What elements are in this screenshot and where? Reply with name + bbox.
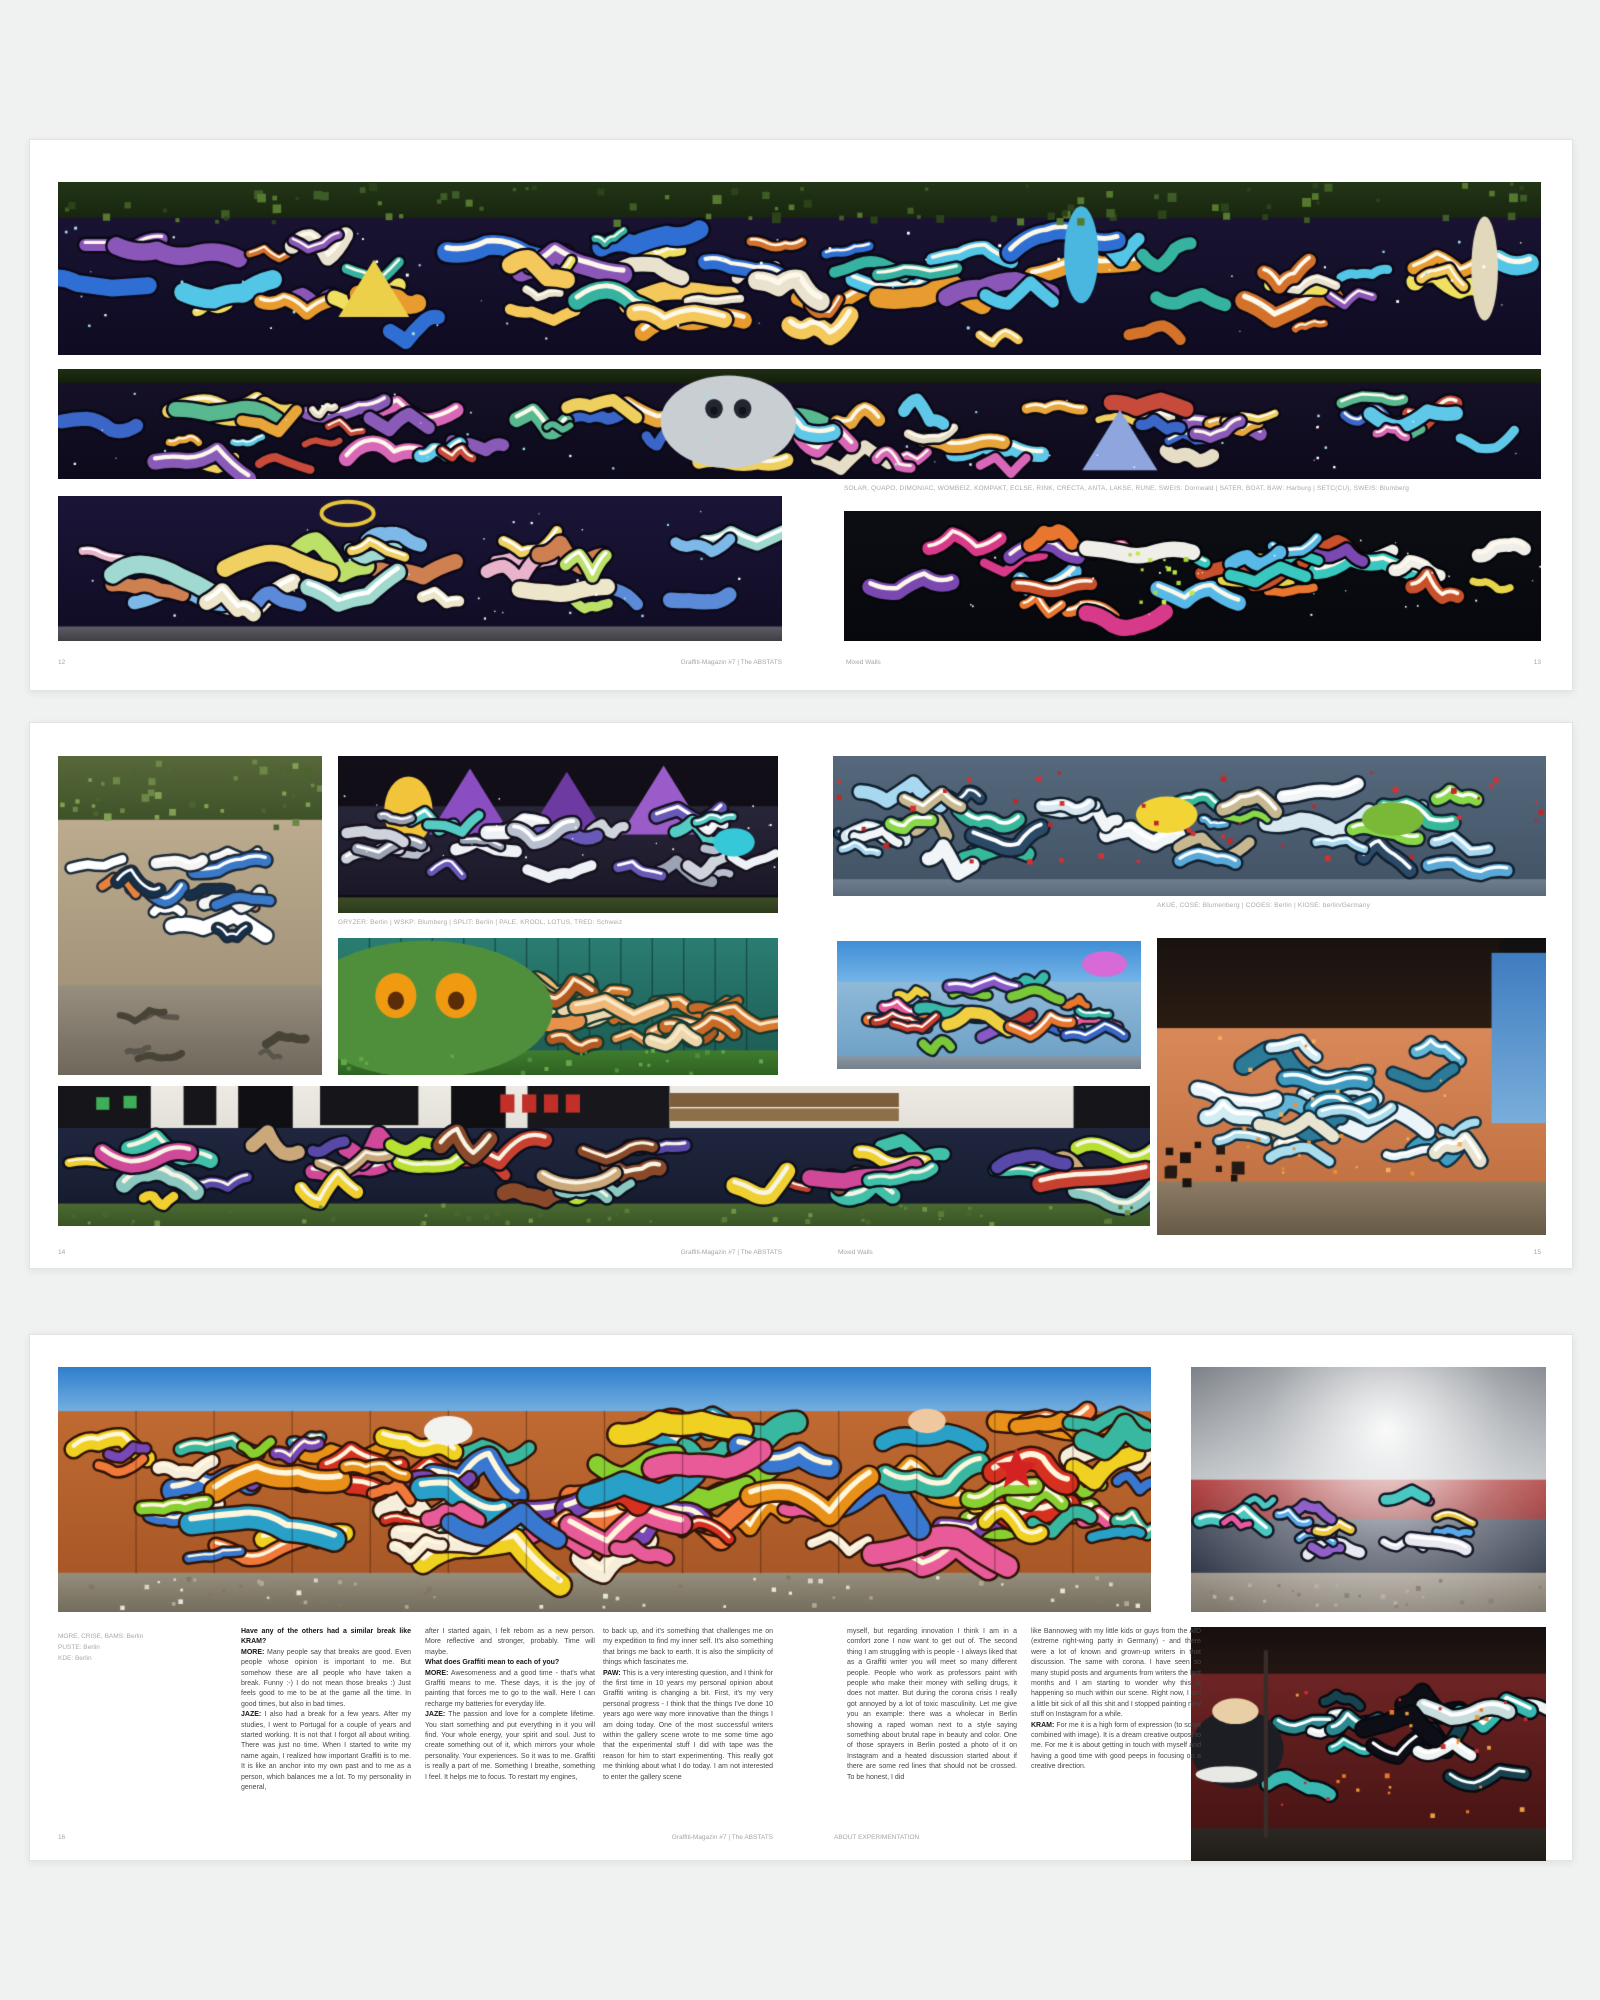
interview-column-2 [425, 1627, 595, 1819]
footer-section-label: Mixed Walls [838, 1249, 873, 1256]
photo-sky-blue-piece [837, 941, 1141, 1069]
photo-kde-dark-wall [1191, 1627, 1546, 1861]
photo-orange-pylon-mural [1157, 938, 1546, 1235]
photo-sunset-wall [1191, 1367, 1546, 1612]
panorama-caption-block [58, 1631, 228, 1664]
page-number-right: 13 [1533, 659, 1541, 666]
interview-paragraph: What does Graffiti mean to each of you? [425, 1659, 560, 1667]
page-spread-2 [29, 722, 1573, 1269]
photo-crae-night-wall [844, 511, 1541, 641]
caption-line: MORE, CRISE, BAMS: Berlin [58, 1633, 144, 1640]
photo-ditch-wildstyle [58, 756, 322, 1075]
page-number-left: 16 [58, 1834, 66, 1841]
footer-section-label: Mixed Walls [846, 659, 881, 666]
interview-paragraph: KRAM: For me it is a high form of expression (to script combined with image). It is a dream creative outpost to me. For me it is about getting in touch with myself and having a good time with good peeps in focusing on a creative direction. [1031, 1721, 1201, 1771]
interview-paragraph: MORE: Awesomeness and a good time - that's what Graffiti means to me. These days, it is the joy of painting that forces me to go to the wall. Here I can recharge my batteries for everyday life. [425, 1669, 595, 1708]
interview-paragraph: like Bannoweg with my little kids or guys from the AfD (extreme right-wing party in Germany) - and there were a lot of known and grown-up writers in that discussion. The same with corona. I have seen so many stupid posts and arguments from writers the last months and I am starting to wonder why this is happening so much within our scene. Right now, I am a little bit sick of all this shit and I stopped painting new stuff on Instagram for a while. [1031, 1628, 1201, 1719]
photo-caption-right: AKUE, COSE: Blumenberg | COGES: Berlin | KIOSE: berlin/Germany [1157, 902, 1371, 909]
page-number-left: 12 [58, 659, 66, 666]
footer-magazine-title: Graffiti-Magazin #7 | The ABSTATS [680, 1249, 782, 1256]
caption-line: KDE: Berlin [58, 1655, 92, 1662]
photo-blue-wall-wide [833, 756, 1546, 896]
footer-magazine-title: Graffiti-Magazin #7 | The ABSTATS [680, 659, 782, 666]
photo-wall-strip-top [58, 182, 1541, 355]
photo-train-chrome-piece [338, 756, 778, 913]
footer-magazine-title: Graffiti-Magazin #7 | The ABSTATS [671, 1834, 773, 1841]
photo-dafo-beaz-eiva [58, 496, 782, 641]
interview-column-5 [1031, 1627, 1201, 1819]
caption-line: PUSTE: Berlin [58, 1644, 100, 1651]
interview-column-3 [603, 1627, 773, 1819]
photo-wall-strip-second [58, 369, 1541, 479]
photo-goblin-character [338, 938, 778, 1075]
page-number-left: 14 [58, 1249, 66, 1256]
interview-paragraph: to back up, and it's something that challenges me on my expedition to find my inner self. It's also something that brings me back to earth. It is also the simplicity of things which fascinates me. [603, 1628, 773, 1667]
interview-paragraph: JAZE: I also had a break for a few years. After my studies, I went to Portugal for a couple of years and started working. It is not that I forgot all about writing. There was just no time. When I started to write my name again, I realized how important Graffiti is to me. It is like an anchor into my own past and to me as a person, which balances me a lot. To my personality in general, [241, 1711, 411, 1792]
interview-paragraph: after I started again, I felt reborn as a new person. More reflective and stronger, probably. Time will maybe. [425, 1628, 595, 1656]
photo-hate-wall-wide [58, 1086, 1150, 1226]
interview-paragraph: Have any of the others had a similar break like KRAM? [241, 1628, 411, 1646]
photo-hall-of-fame-panorama [58, 1367, 1151, 1612]
page-spread-3 [29, 1334, 1573, 1861]
interview-paragraph: MORE: Many people say that breaks are good. Even people whose opinion is important to me. But somehow these are all people who have taken a break. Funny :-) I do not mean those breaks :) Just feels good to me to be at the game all the time. In good times, but also in bad times. [241, 1648, 411, 1708]
footer-section-label: ABOUT EXPERIMENTATION [834, 1834, 920, 1841]
interview-paragraph: myself, but regarding innovation I think I am in a comfort zone I now want to get out of. The second thing I am struggling with is people - I always liked that as a Graffiti writer you will meet so many different people. People who work as professors paint with people who make their money with selling drugs, it does not matter. But during the corona crisis I really got annoyed by a lot of toxic masculinity. Let me give you an example: there was a wholecar in Berlin showing a raped woman next to a style saying something about brutal rape in beauty and color. One of those sprayers in Berlin posted a photo of it on Instagram and a heated discussion started about if there are some red lines that should not be crossed. To be honest, I did [847, 1628, 1017, 1781]
photo-caption-left: GRYZER: Berlin | WSKP: Blumberg | SPLIT: Berlin | PALE, KRODL, LOTUS, TRED: Schweiz [338, 919, 623, 926]
interview-column-4 [847, 1627, 1017, 1819]
interview-paragraph: JAZE: The passion and love for a complete lifetime. You start something and put everything in it you will find. Your whole energy, your spirit and soul. Just to create something out of it, which mirrors your whole personality. Your experiences. So it was to me. Graffiti is really a part of me. Something I breathe, something I feel. It helps me to focus. To restart my engines, [425, 1711, 595, 1781]
photo-caption: SOLAR, QUAPO, DIMONIAC, WOMBEIZ, KOMPAKT, ECLSE, RINK, CRECTA, ANTA, LAKSE, RUNE, SWEIS: Dornwald | SATER, BOAT, BAW: Harburg | SETC(CU), SWEIS: Blumberg [844, 485, 1410, 492]
page-number-right: 15 [1533, 1249, 1541, 1256]
interview-column-1 [241, 1627, 411, 1819]
page-spread-1 [29, 139, 1573, 691]
interview-paragraph: PAW: This is a very interesting question, and I think for the first time in 10 years my personal opinion about Graffiti writing is changing a bit. First, it's my very personal progress - I think that the things I've done 10 years ago were way more innovative than the things I am doing today. One of the most successful writers within the gallery scene wrote to me some time ago that the experimental stuff I did with tape was the reason for him to start experimenting. This really got me thinking about what I do today. I am not interested to enter the gallery scene [603, 1669, 773, 1781]
